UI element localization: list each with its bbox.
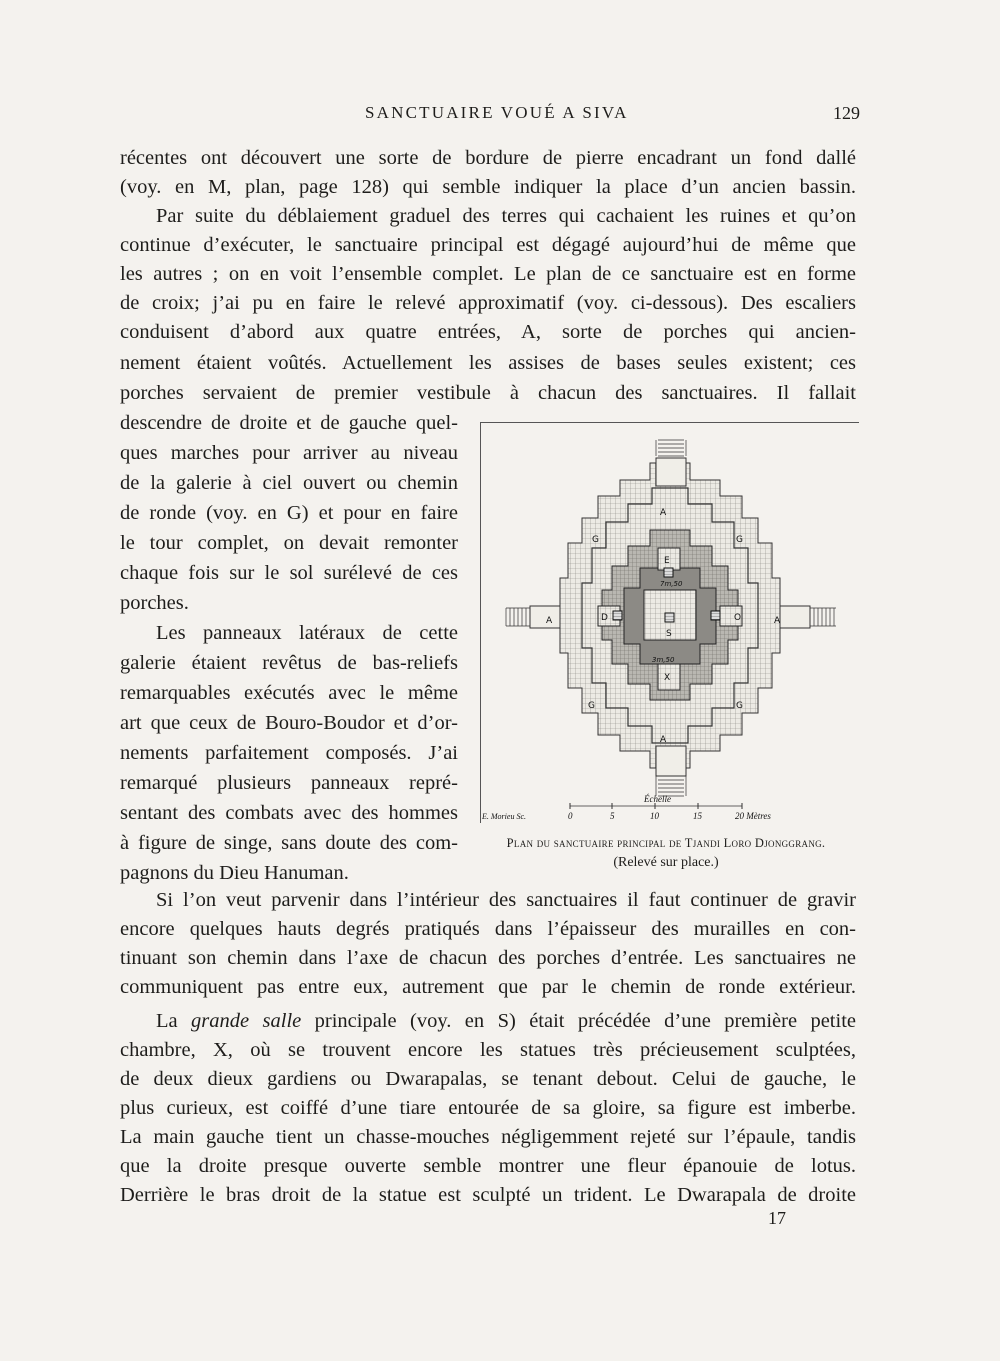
signature-mark: 17 — [768, 1208, 786, 1228]
text-line: porches. — [120, 592, 189, 614]
text-line: que la droite presque ouverte semble montrer une fleur épanouie de lotus. — [120, 1155, 856, 1177]
figure-frame — [480, 422, 859, 823]
figure-caption-text: Plan du sanctuaire principal de Tjandi Loro Djonggrang. — [506, 836, 826, 850]
label-a: A — [774, 616, 781, 626]
text-line: La main gauche tient un chasse-mouches négligemment rejeté sur l’épaule, tandis — [120, 1126, 856, 1148]
label-g: G — [588, 701, 595, 711]
text-line: sentant des combats avec des hommes — [120, 802, 458, 824]
text-line: le tour complet, on devait remonter — [120, 532, 458, 554]
text-line: Les panneaux latéraux de cette — [156, 622, 458, 644]
text-line: de ronde (voy. en G) et pour en faire — [120, 502, 458, 524]
text-line: Par suite du déblaiement graduel des terres qui cachaient les ruines et qu’on — [156, 205, 856, 227]
page-number: 129 — [833, 103, 860, 123]
label-g: G — [592, 535, 599, 545]
text-line: tinuant son chemin dans l’axe de chacun des porches d’entrée. Les sanctuaires ne — [120, 947, 856, 969]
text-line: pagnons du Dieu Hanuman. — [120, 862, 349, 884]
text-line: de croix; j’ai pu en faire le relevé approximatif (voy. ci-dessous). Des escaliers — [120, 292, 856, 314]
text-line: encore quelques hauts degrés pratiqués dans l’épaisseur des murailles en con- — [120, 918, 856, 940]
scale-tick: 5 — [610, 811, 615, 821]
label-e: E — [664, 556, 670, 566]
text-line: conduisent d’abord aux quatre entrées, A, sorte de porches qui ancien- — [120, 321, 856, 343]
figure-caption — [470, 836, 862, 851]
text-line: chambre, X, où se trouvent encore les statues très précieusement sculptées, — [120, 1039, 856, 1061]
label-a: A — [660, 735, 667, 745]
text-line: galerie étaient revêtus de bas-reliefs — [120, 652, 458, 674]
text-line: ques marches pour arriver au niveau — [120, 442, 458, 464]
text-run: principale (voy. en S) était précédée d’une première petite — [301, 1010, 856, 1032]
sanctuary-plan-figure — [480, 418, 860, 828]
label-s: S — [666, 629, 672, 639]
label-x: X — [664, 673, 671, 683]
text-line: descendre de droite et de gauche quel- — [120, 412, 458, 434]
text-line: récentes ont découvert une sorte de bordure de pierre encadrant un fond dallé — [120, 147, 856, 169]
text-line: remarquables exécutés avec le même — [120, 682, 458, 704]
text-line: communiquent pas entre eux, autrement que par le chemin de ronde extérieur. — [120, 976, 856, 998]
text-line: chaque fois sur le sol surélevé de ces — [120, 562, 458, 584]
text-line: les autres ; on en voit l’ensemble complet. Le plan de ce sanctuaire est en forme — [120, 263, 856, 285]
text-line: nements parfaitement composés. J’ai — [120, 742, 458, 764]
engraver-credit: E. Morieu Sc. — [482, 812, 526, 821]
figure-subcaption: (Relevé sur place.) — [613, 855, 719, 870]
text-line: nement étaient voûtés. Actuellement les assises de bases seules existent; ces — [120, 352, 856, 374]
text-line: continue d’exécuter, le sanctuaire principal est dégagé aujourd’hui de même que — [120, 234, 856, 256]
dimension-label: 7m,50 — [660, 580, 683, 588]
text-line: de deux dieux gardiens ou Dwarapalas, se tenant debout. Celui de gauche, le — [120, 1068, 856, 1090]
scale-title: Échelle — [644, 794, 671, 804]
text-line: plus curieux, est coiffé d’une tiare entourée de sa gloire, sa figure est imberbe. — [120, 1097, 856, 1119]
label-o: O — [734, 613, 742, 623]
scale-tick: 15 — [693, 811, 702, 821]
scale-tick: 0 — [568, 811, 573, 821]
label-d: D — [601, 613, 608, 623]
label-g: G — [736, 701, 743, 711]
text-run: La — [156, 1010, 192, 1032]
italic-term: grande salle — [191, 1010, 302, 1032]
text-line: remarqué plusieurs panneaux repré- — [120, 772, 458, 794]
text-line: Derrière le bras droit de la statue est sculpté un trident. Le Dwarapala de droite — [120, 1184, 856, 1206]
text-line: de la galerie à ciel ouvert ou chemin — [120, 472, 458, 494]
dimension-label: 3m,50 — [652, 656, 675, 664]
scale-tick: 20 Mètres — [735, 811, 771, 821]
text-line: porches servaient de premier vestibule à chacun des sanctuaires. Il fallait — [120, 382, 856, 404]
label-g: G — [736, 535, 743, 545]
scale-tick: 10 — [650, 811, 659, 821]
label-a: A — [546, 616, 553, 626]
text-line: Si l’on veut parvenir dans l’intérieur des sanctuaires il faut continuer de gravir — [156, 889, 856, 911]
text-line: art que ceux de Bouro-Boudor et d’or- — [120, 712, 458, 734]
text-line: à figure de singe, sans doute des com- — [120, 832, 458, 854]
text-line — [120, 1007, 856, 1035]
text-line: (voy. en M, plan, page 128) qui semble indiquer la place d’un ancien bassin. — [120, 176, 856, 198]
label-a: A — [660, 508, 667, 518]
running-title: SANCTUAIRE VOUÉ A SIVA — [365, 103, 629, 122]
running-header — [120, 103, 860, 129]
